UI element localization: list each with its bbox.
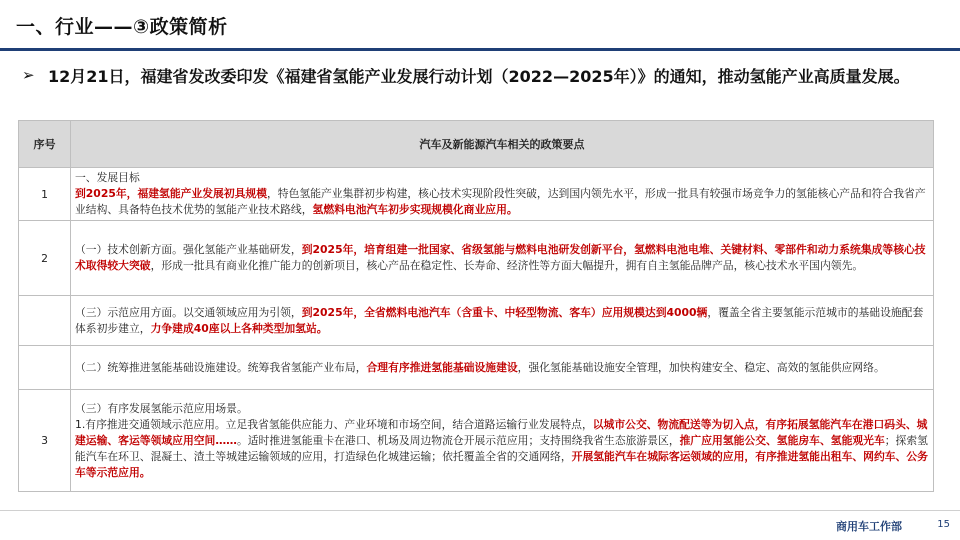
body-text: ，形成一批具有商业化推广能力的创新项目，核心产品在稳定性、长寿命、经济性等方面大幅提升，拥有自主氢能品牌产品，核心技术水平国内领先。: [150, 259, 864, 272]
arrow-bullet-icon: ➢: [22, 66, 35, 84]
headline-text: 12月21日，福建省发改委印发《福建省氢能产业发展行动计划（2022—2025年）》的通知，推动氢能产业高质量发展。: [48, 67, 910, 86]
table-header-row: [19, 121, 934, 168]
body-text: ，特色氢能产业集群初步构建，核心技术实现阶段性突破，达到国内领先水平，形成一批具有较强市场竞争力的氢能核心产品和符合我省产业结构、具备特色技术优势的氢能产业技术路线，: [75, 187, 926, 216]
body-text: （三）示范应用方面。以交通领域应用为引领，: [75, 305, 302, 319]
row-number: 3: [19, 390, 71, 492]
body-text: ；探索氢能汽车在环卫、混凝土、渣土等城建运输领域的应用，打造绿色化城建运输；依托覆盖全省的交通网络，: [75, 433, 928, 463]
body-text: （二）统筹推进氢能基础设施建设。统筹我省氢能产业布局，: [75, 360, 367, 374]
body-text: ，覆盖全省主要氢能示范城市的基础设施配套体系初步建立，: [75, 305, 924, 335]
body-text: （一）技术创新方面。强化氢能产业基础研发，: [75, 243, 302, 256]
row-content: [71, 346, 934, 390]
highlighted-text: 到2025年，全省燃料电池汽车（含重卡、中轻型物流、客车）应用规模达到4000辆: [301, 305, 708, 319]
row-number: [19, 346, 71, 390]
highlighted-text: 氢燃料电池汽车初步实现规模化商业应用。: [312, 203, 518, 216]
row-content: [71, 390, 934, 492]
row-content: [71, 296, 934, 346]
row-number: 2: [19, 221, 71, 296]
page-title: 一、行业——③政策简析: [16, 16, 228, 38]
title-bar: [0, 0, 960, 50]
highlighted-text: 开展氢能汽车在城际客运领域的应用，有序推进氢能出租车、网约车、公务车等示范应用。: [75, 449, 928, 479]
title-divider: [0, 48, 960, 51]
highlighted-text: 推广应用氢能公交、氢能房车、氢能观光车: [679, 433, 885, 447]
row-number: [19, 296, 71, 346]
highlighted-text: 以城市公交、物流配送等为切入点，有序拓展氢能汽车在港口码头、城建运输、客运等领域应用空间……: [75, 417, 928, 447]
footer-org: 商用车工作部: [836, 520, 902, 533]
body-text: 。适时推进氢能重卡在港口、机场及周边物流仓开展示范应用；支持围绕我省生态旅游景区，: [236, 433, 680, 447]
body-text: ，强化氢能基础设施安全管理，加快构建安全、稳定、高效的氢能供应网络。: [517, 360, 885, 374]
table-row: [19, 221, 934, 296]
table-row: [19, 346, 934, 390]
body-text: （三）有序发展氢能示范应用场景。: [75, 401, 248, 415]
policy-table: [18, 120, 934, 492]
table-row: [19, 296, 934, 346]
row-number: 1: [19, 168, 71, 221]
table-row: [19, 168, 934, 221]
page-number: 15: [937, 519, 950, 530]
header-content: 汽车及新能源汽车相关的政策要点: [71, 121, 934, 168]
body-text: 1.有序推进交通领域示范应用。立足我省氢能供应能力、产业环境和市场空间，结合道路运输行业发展特点，: [75, 417, 593, 431]
row-content: [71, 221, 934, 296]
body-text: 一、发展目标: [75, 171, 140, 184]
row-content: [71, 168, 934, 221]
highlighted-text: 到2025年，福建氢能产业发展初具规模: [75, 187, 268, 200]
highlighted-text: 合理有序推进氢能基础设施建设: [366, 360, 518, 374]
footer-divider: [0, 510, 960, 511]
header-num: 序号: [19, 121, 71, 168]
highlighted-text: 力争建成40座以上各种类型加氢站。: [150, 321, 328, 335]
table-row: [19, 390, 934, 492]
highlighted-text: 到2025年，培育组建一批国家、省级氢能与燃料电池研发创新平台，氢燃料电池电堆、关键材料、零部件和动力系统集成等核心技术取得较大突破: [75, 243, 926, 272]
